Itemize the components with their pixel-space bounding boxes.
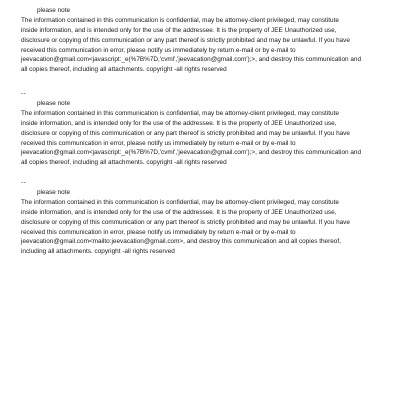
- disclaimer-line: The information contained in this communication is confidential, may be attorney-client privileged, may constitute: [21, 198, 339, 206]
- disclaimer-line: The information contained in this communication is confidential, may be attorney-client privileged, may constitute: [21, 109, 339, 117]
- disclaimer-line: disclosure or copying of this communication or any part thereof is strictly prohibited and may be unlawful. If you have: [21, 218, 350, 226]
- disclaimer-line: disclosure or copying of this communication or any part thereof is strictly prohibited and may be unlawful. If you have: [21, 36, 350, 44]
- signature-separator: --: [21, 90, 27, 97]
- disclaimer-line: The information contained in this communication is confidential, may be attorney-client privileged, may constitute: [21, 16, 339, 24]
- disclaimer-line: including all attachments. copyright -all rights reserved: [21, 248, 175, 256]
- please-note-label: please note: [37, 188, 71, 196]
- disclaimer-line: inside information, and is intended only for the use of the addressee. It is the property of JEE Unauthorized use,: [21, 26, 337, 34]
- disclaimer-line: received this communication in error, please notify us immediately by return e-mail or by e-mail to: [21, 46, 296, 54]
- disclaimer-line: all copies thereof, including all attachments. copyright -all rights reserved: [21, 159, 227, 167]
- signature-separator: --: [21, 179, 27, 186]
- disclaimer-block: [21, 0, 361, 75]
- disclaimer-line: inside information, and is intended only for the use of the addressee. It is the property of JEE Unauthorized use,: [21, 208, 337, 216]
- disclaimer-email-line[interactable]: jeevacation@gmail.com<javascript:_e(%7B%7D,'cvml','jeevacation@gmail.com');>, and destroy this communication and: [21, 56, 362, 64]
- disclaimer-block: [21, 178, 350, 257]
- please-note-label: please note: [37, 6, 71, 14]
- disclaimer-line: all copies thereof, including all attachments. copyright -all rights reserved: [21, 66, 227, 74]
- disclaimer-block: [21, 89, 361, 168]
- disclaimer-line: received this communication in error, please notify us immediately by return e-mail or by e-mail to: [21, 139, 296, 147]
- disclaimer-line: inside information, and is intended only for the use of the addressee. It is the property of JEE Unauthorized use,: [21, 119, 337, 127]
- disclaimer-email-line[interactable]: jeevacation@gmail.com<mailto:jeevacation@gmail.com>, and destroy this communication and all copies thereof,: [21, 238, 341, 246]
- disclaimer-line: disclosure or copying of this communication or any part thereof is strictly prohibited and may be unlawful. If you have: [21, 129, 350, 137]
- disclaimer-line: received this communication in error, please notify us immediately by return e-mail or by e-mail to: [21, 228, 296, 236]
- please-note-label: please note: [37, 99, 71, 107]
- disclaimer-email-line[interactable]: jeevacation@gmail.com<javascript:_e(%7B%7D,'cvml','jeevacation@gmail.com');>, and destroy this communication and: [21, 149, 362, 157]
